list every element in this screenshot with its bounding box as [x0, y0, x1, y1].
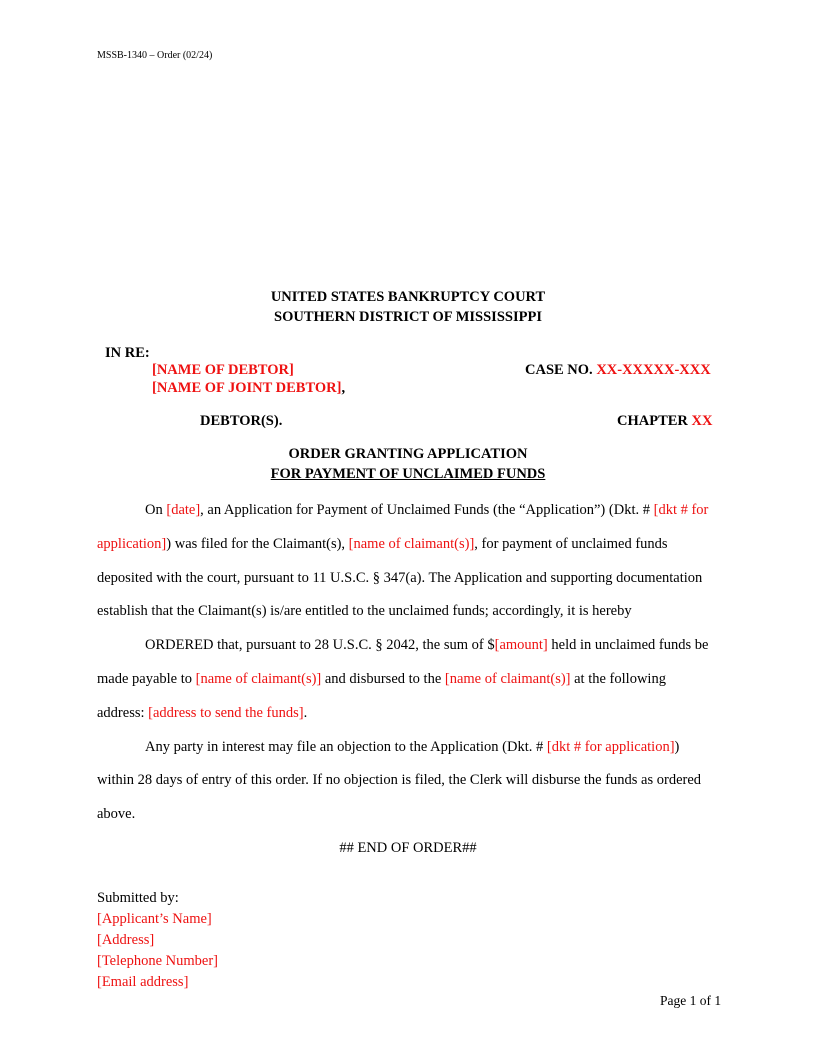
- order-title: ORDER GRANTING APPLICATION: [288, 446, 528, 462]
- docket-placeholder: [dkt # for application]: [546, 739, 675, 755]
- joint-debtor-name: [NAME OF JOINT DEBTOR]: [152, 380, 342, 396]
- body-line-3: deposited with the court, pursuant to 11 U.S.C. § 347(a). The Application and supporting documentation: [97, 570, 703, 586]
- body-line-8: [145, 739, 679, 756]
- claimant-placeholder: [name of claimant(s)]: [444, 671, 571, 687]
- body-line-4: establish that the Claimant(s) is/are entitled to the unclaimed funds; accordingly, it is hereby: [97, 603, 632, 619]
- case-number-value: XX-XXXXX-XXX: [596, 362, 711, 378]
- email-placeholder: [Email address]: [97, 974, 189, 990]
- docket-placeholder-cont: application]: [97, 536, 167, 552]
- body-line-5: [145, 637, 708, 654]
- address-placeholder: [address to send the funds]: [148, 705, 304, 721]
- in-re-label: IN RE:: [105, 345, 150, 361]
- text: , an Application for Payment of Unclaimed Funds (the “Application”) (Dkt. #: [200, 502, 654, 518]
- chapter-value: XX: [691, 413, 713, 429]
- text: address:: [97, 705, 149, 721]
- chapter: [617, 413, 712, 430]
- body-line-10: above.: [97, 806, 136, 822]
- address-placeholder: [Address]: [97, 932, 155, 948]
- applicant-name-placeholder: [Applicant’s Name]: [97, 911, 212, 927]
- body-line-2: [97, 536, 668, 553]
- claimant-placeholder: [name of claimant(s)]: [195, 671, 322, 687]
- text: and disbursed to the: [321, 671, 445, 687]
- court-district: SOUTHERN DISTRICT OF MISSISSIPPI: [274, 309, 542, 325]
- text: ): [674, 739, 680, 755]
- body-line-9: within 28 days of entry of this order. If no objection is filed, the Clerk will disburse the funds as ordered: [97, 772, 702, 788]
- body-line-6: [97, 671, 666, 688]
- joint-debtor-line: [152, 380, 345, 397]
- text: , for payment of unclaimed funds: [474, 536, 668, 552]
- docket-placeholder: [dkt # for: [653, 502, 709, 518]
- text: On: [145, 502, 167, 518]
- joint-debtor-comma: ,: [341, 380, 346, 396]
- text: ORDERED that, pursuant to 28 U.S.C. § 2042, the sum of $: [145, 637, 495, 653]
- chapter-label: CHAPTER: [617, 413, 692, 429]
- court-name: UNITED STATES BANKRUPTCY COURT: [270, 289, 546, 305]
- order-subtitle: [0, 466, 816, 483]
- text: ) was filed for the Claimant(s),: [166, 536, 349, 552]
- text: Any party in interest may file an objection to the Application (Dkt. #: [145, 739, 547, 755]
- case-number: [525, 362, 711, 379]
- form-id: MSSB-1340 – Order (02/24): [97, 50, 213, 61]
- text: held in unclaimed funds be: [547, 637, 709, 653]
- claimant-placeholder: [name of claimant(s)]: [348, 536, 475, 552]
- text: at the following: [570, 671, 666, 687]
- body-line-7: [97, 705, 307, 722]
- date-placeholder: [date]: [166, 502, 201, 518]
- telephone-placeholder: [Telephone Number]: [97, 953, 218, 969]
- text: made payable to: [97, 671, 196, 687]
- body-line-1: [145, 502, 708, 519]
- case-number-label: CASE NO.: [525, 362, 597, 378]
- amount-placeholder: [amount]: [494, 637, 548, 653]
- end-of-order: ## END OF ORDER##: [339, 840, 477, 856]
- submitted-by-label: Submitted by:: [97, 890, 179, 906]
- page-number: Page 1 of 1: [660, 993, 722, 1008]
- debtors-label: DEBTOR(S).: [200, 413, 283, 429]
- order-subtitle-text: FOR PAYMENT OF UNCLAIMED FUNDS: [270, 466, 546, 482]
- text: .: [303, 705, 308, 721]
- debtor-name: [NAME OF DEBTOR]: [152, 362, 294, 378]
